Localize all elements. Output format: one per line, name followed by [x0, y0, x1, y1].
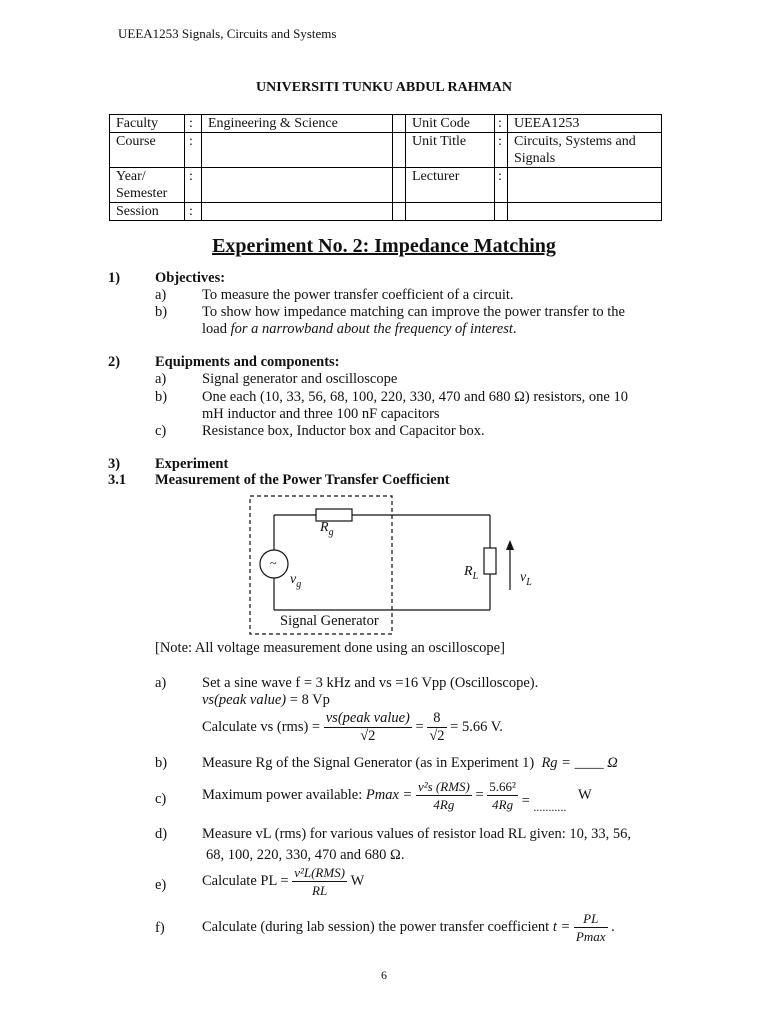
year-semester-label: Year/ Semester [110, 168, 185, 203]
step-a-line2: vs(peak value) = 8 Vp [202, 692, 330, 708]
university-name: UNIVERSITI TUNKU ABDUL RAHMAN [255, 80, 513, 95]
course-label: Course [110, 133, 185, 168]
step-c-pmax-formula: Maximum power available: Pmax = $\frac{\text{v²s (RMS)}}{4Rg}$ = $\frac{\text{5.66²}}{4Rg}$ = $_{...........}$ W [202, 779, 592, 814]
vl-label: $v_L$ [520, 570, 532, 588]
step-a-rms-calc: Calculate vs (rms) = $\frac{\text{vs(peak value)}}{√2}$ = $\frac{8}{√2}$ = 5.66 V. [202, 710, 503, 744]
step-a-line1: Set a sine wave f = 3 kHz and vs =16 Vpp (Oscilloscope). [202, 675, 539, 691]
objective-a: To measure the power transfer coefficient of a circuit. [202, 287, 514, 303]
sec1-heading: Objectives: [155, 270, 226, 286]
faculty-label: Faculty [110, 115, 185, 133]
step-d-line1: Measure vL (rms) for various values of resistor load RL given: 10, 33, 56, [202, 826, 631, 842]
unit-code-label: Unit Code [406, 115, 495, 133]
step-b: Measure Rg of the Signal Generator (as in Experiment 1) Rg = ____ Ω [202, 755, 618, 771]
vg-label: $v_g$ [290, 572, 302, 590]
page-number: 6 [381, 968, 387, 982]
experiment-title: Experiment No. 2: Impedance Matching [212, 235, 556, 257]
equipment-b-line1: One each (10, 33, 56, 68, 100, 220, 330, 470 and 680 Ω) resistors, one 10 [202, 389, 628, 405]
rg-label: $R_g$ [320, 520, 334, 538]
sec2-heading: Equipments and components: [155, 354, 340, 370]
signal-generator-label: Signal Generator [280, 613, 379, 629]
faculty-value: Engineering & Science [202, 115, 393, 133]
oscilloscope-note: [Note: All voltage measurement done using an oscilloscope] [155, 640, 505, 656]
step-e-pl-formula: Calculate PL = $\frac{\text{v²L(RMS)}}{RL}$ W [202, 865, 365, 898]
unit-title-label: Unit Title [406, 133, 495, 168]
step-f-coefficient: Calculate (during lab session) the power transfer coefficient t = $\frac{PL}{Pmax}$ . [202, 911, 615, 944]
objective-b-line1: To show how impedance matching can improve the power transfer to the [202, 304, 625, 320]
equipment-b-line2: mH inductor and three 100 nF capacitors [202, 406, 440, 422]
lecturer-label: Lecturer [406, 168, 495, 203]
session-label: Session [110, 203, 185, 221]
running-header: UEEA1253 Signals, Circuits and Systems [118, 26, 337, 41]
course-value [202, 133, 393, 168]
year-semester-value [202, 168, 393, 203]
vl-arrow-icon [506, 540, 514, 550]
unit-code-value: UEEA1253 [508, 115, 662, 133]
sec3-1-heading: Measurement of the Power Transfer Coefficient [155, 472, 450, 488]
objective-b-line2: load for a narrowband about the frequency of interest. [202, 321, 517, 337]
equipment-c: Resistance box, Inductor box and Capacitor box. [202, 423, 485, 439]
unit-title-value: Circuits, Systems and Signals [508, 133, 662, 168]
step-d-line2: 68, 100, 220, 330, 470 and 680 Ω. [206, 847, 405, 863]
session-value [202, 203, 393, 221]
course-info-table: Faculty : Engineering & Science Unit Code : UEEA1253 Course : Unit Title : Circuits, Systems and Signals Year/ Semester : Lecturer : Session : [109, 114, 662, 221]
sec1-number: 1) [108, 270, 121, 286]
sec3-heading: Experiment [155, 456, 229, 472]
equipment-a: Signal generator and oscilloscope [202, 371, 398, 387]
rl-label: $R_L$ [464, 564, 479, 582]
resistor-rl [484, 548, 496, 574]
lecturer-value [508, 168, 662, 203]
